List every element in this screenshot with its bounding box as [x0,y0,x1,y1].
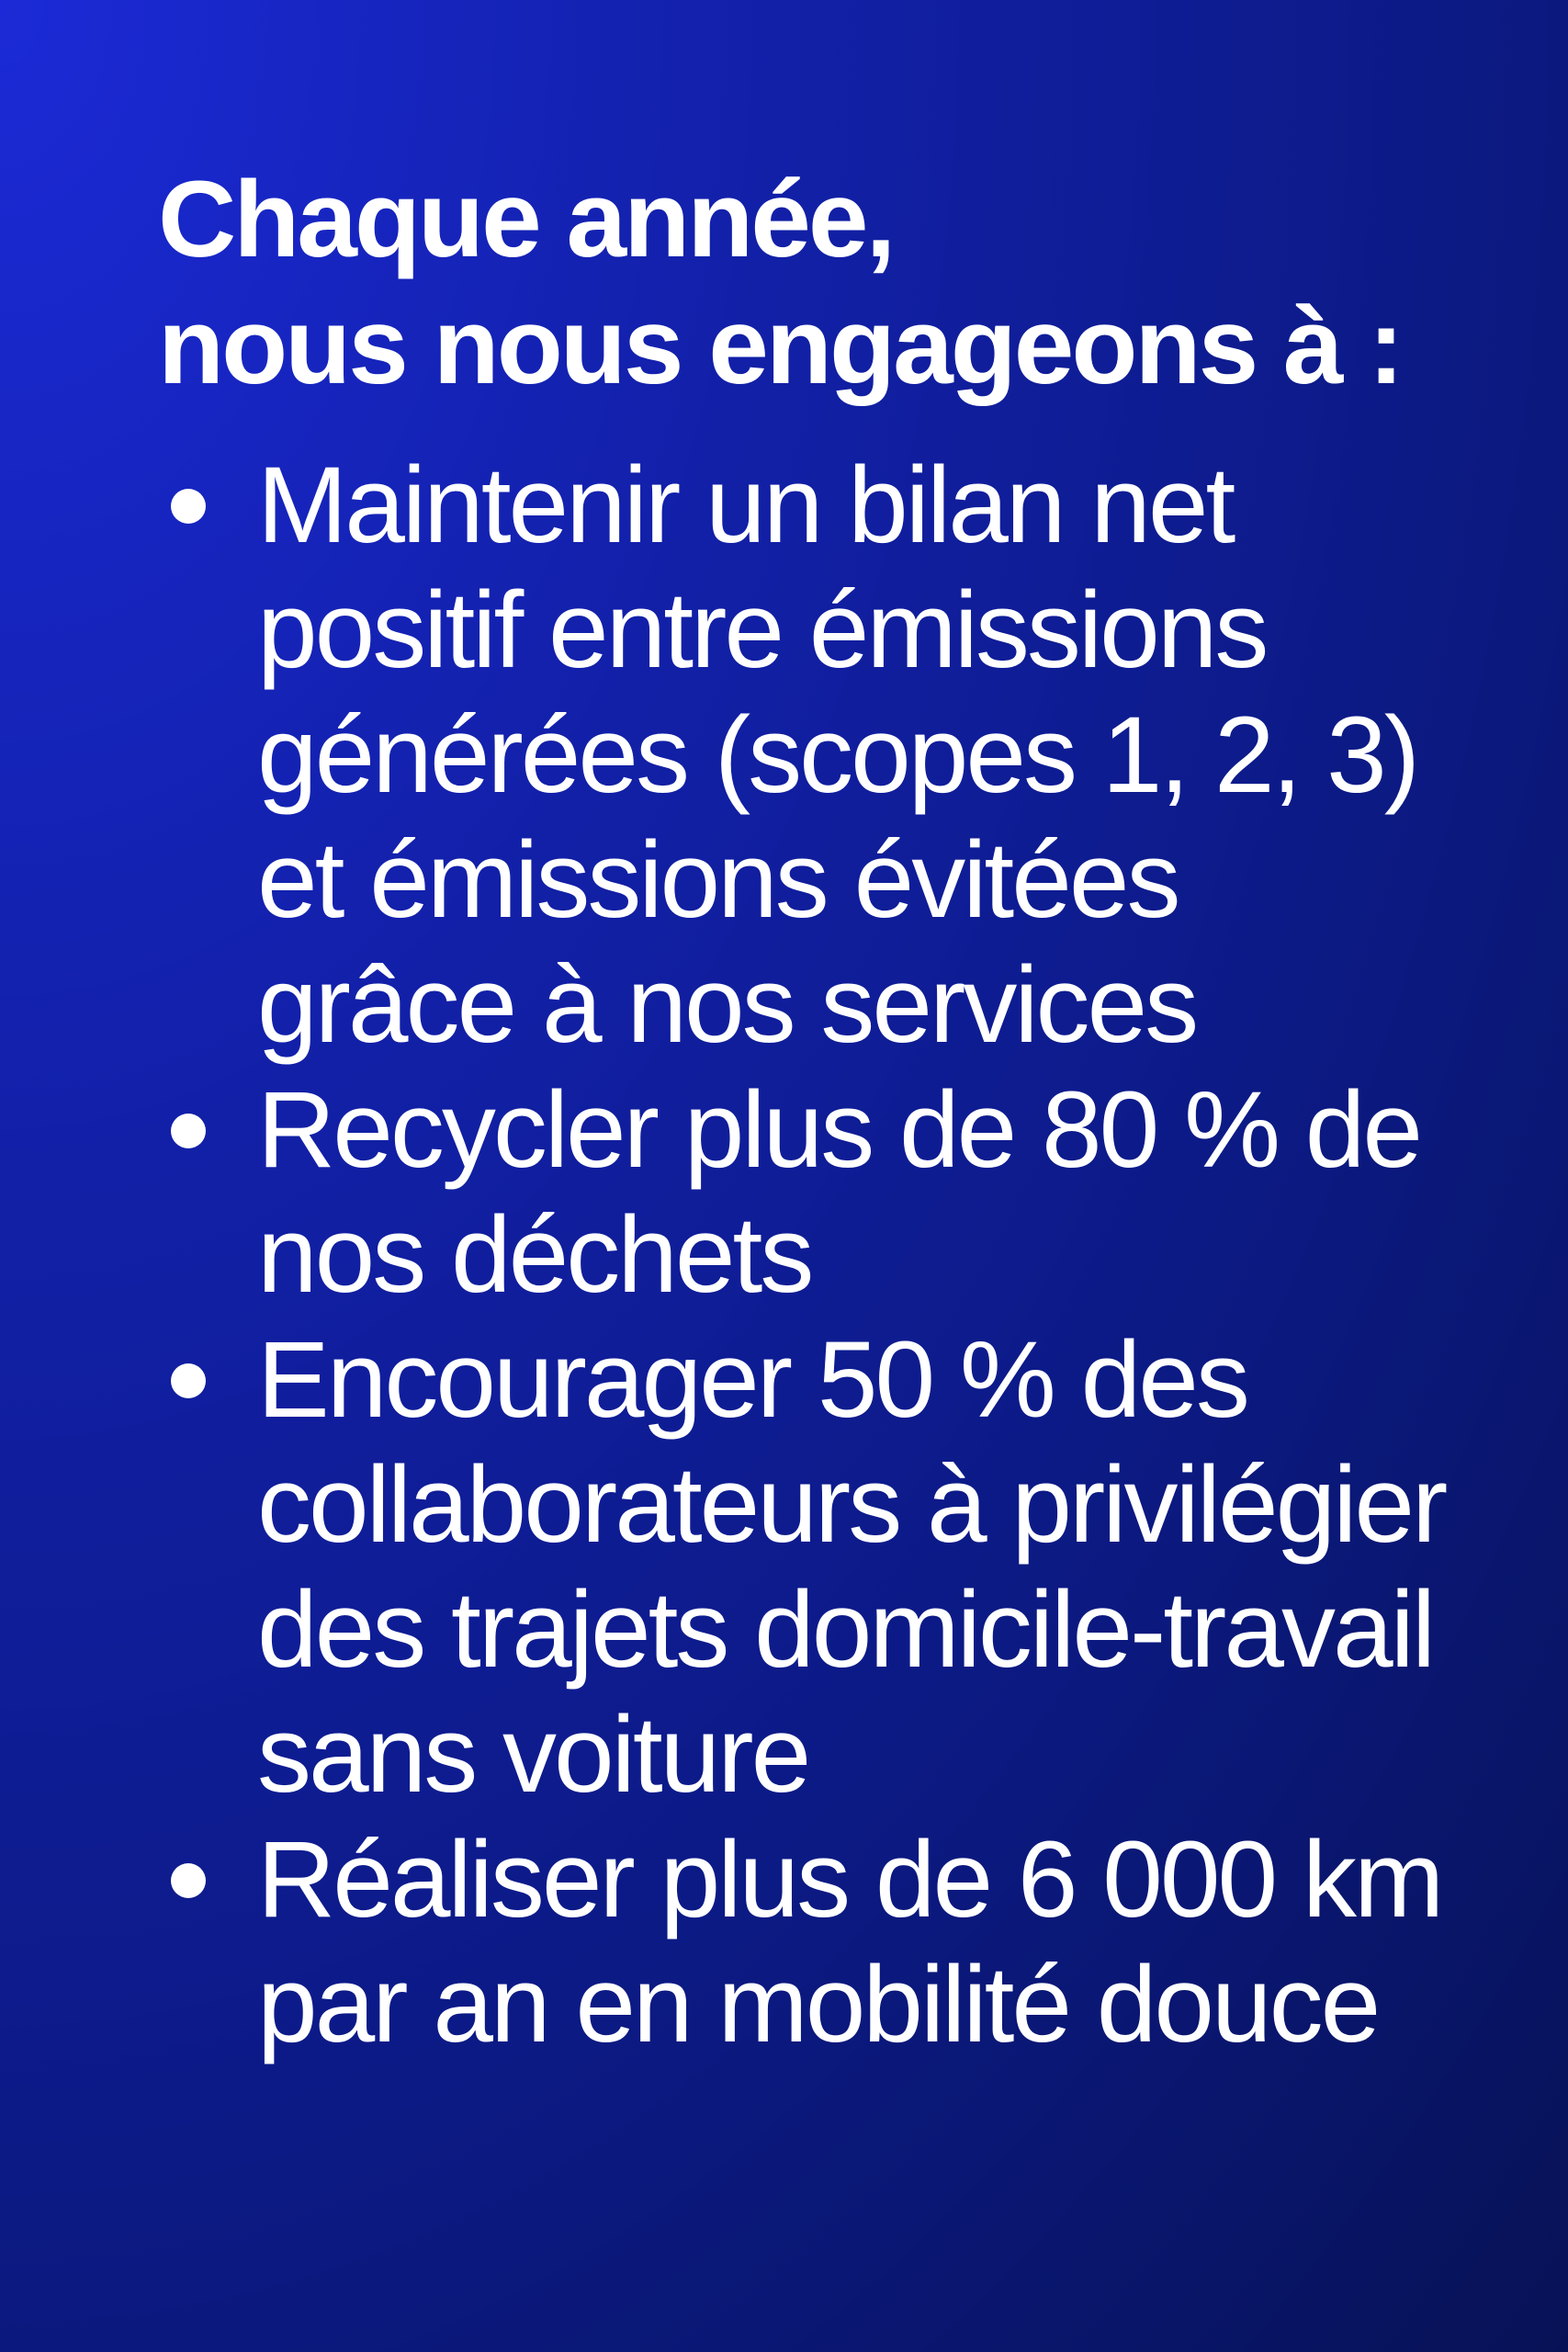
page-title [158,156,1462,410]
bullet-icon [171,489,206,524]
title-line-2: nous nous engageons à : [158,286,1402,407]
commitment-text: Maintenir un bilan net positif entre émissions générées (scopes 1, 2, 3) et émissions évitées grâce à nos services [257,445,1418,1066]
commitments-panel [158,156,1462,2067]
commitment-text: Encourager 50 % des collaborateurs à privilégier des trajets domicile-travail sans voiture [257,1319,1446,1815]
bullet-icon [171,1363,206,1398]
bullet-icon [171,1863,206,1898]
list-item [158,443,1462,1068]
commitment-text: Réaliser plus de 6 000 km par an en mobilité douce [257,1819,1442,2065]
bullet-icon [171,1114,206,1148]
list-item [158,1317,1462,1817]
commitment-text: Recycler plus de 80 % de nos déchets [257,1069,1421,1316]
commitment-list [158,443,1462,2067]
list-item [158,1068,1462,1317]
list-item [158,1817,1462,2067]
title-line-1: Chaque année, [158,159,894,280]
